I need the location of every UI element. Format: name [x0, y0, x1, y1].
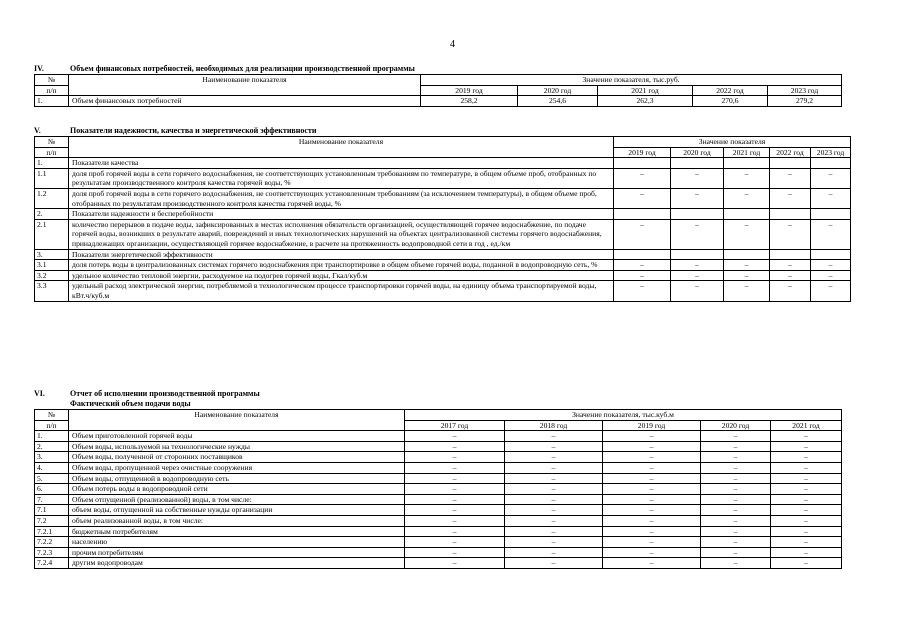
- table-row: [35, 168, 851, 188]
- row-value: –: [603, 526, 701, 537]
- row-value: –: [505, 515, 603, 526]
- row-value: –: [505, 537, 603, 548]
- row-value: –: [671, 188, 724, 208]
- row-value: –: [603, 547, 701, 558]
- row-value: –: [505, 558, 603, 569]
- row-value: –: [701, 494, 771, 505]
- row-value: –: [614, 168, 671, 188]
- row-value: –: [724, 281, 770, 301]
- row-value: –: [771, 452, 842, 463]
- row-name: Объем воды, отпущенной в водопроводную сеть: [69, 473, 405, 484]
- row-value: –: [603, 515, 701, 526]
- row-value: –: [701, 452, 771, 463]
- year-header: 2017 год: [405, 420, 505, 431]
- year-header: 2020 год: [671, 147, 724, 158]
- year-header: 2019 год: [603, 420, 701, 431]
- row-value: –: [505, 431, 603, 442]
- year-header: 2022 год: [693, 85, 768, 96]
- row-value: –: [505, 505, 603, 516]
- row-number: 5.: [35, 473, 69, 484]
- row-value: –: [770, 219, 811, 249]
- col-name-header: Наименование показателя: [69, 137, 614, 158]
- row-number: 1.: [35, 96, 69, 107]
- table-row: [35, 209, 851, 220]
- col-value-header: Значение показателя: [614, 137, 851, 148]
- row-value: –: [603, 494, 701, 505]
- table-row: [35, 462, 842, 473]
- row-value: –: [701, 526, 771, 537]
- row-value: –: [405, 537, 505, 548]
- section-6-heading: [34, 389, 260, 398]
- row-value: –: [671, 270, 724, 281]
- row-value: –: [603, 473, 701, 484]
- row-number: 3.3: [35, 281, 69, 301]
- row-value: –: [505, 526, 603, 537]
- row-value: –: [614, 281, 671, 301]
- row-value: –: [614, 219, 671, 249]
- row-value: –: [614, 260, 671, 271]
- row-value: –: [603, 462, 701, 473]
- row-number: 6.: [35, 484, 69, 495]
- row-name: удельное количество тепловой энергии, расходуемое на подогрев горячей воды, Гкал/куб.м: [69, 270, 614, 281]
- row-value: –: [405, 494, 505, 505]
- row-value: –: [701, 547, 771, 558]
- row-value: –: [603, 505, 701, 516]
- row-name: Показатели надежности и бесперебойности: [69, 209, 614, 220]
- row-value: –: [505, 494, 603, 505]
- row-name: бюджетным потребителям: [69, 526, 405, 537]
- row-number: 3.: [35, 249, 69, 260]
- year-header: 2021 год: [598, 85, 693, 96]
- row-number: 7.2: [35, 515, 69, 526]
- table-row: [35, 452, 842, 463]
- row-value: –: [770, 168, 811, 188]
- row-value: –: [671, 260, 724, 271]
- row-value: –: [771, 558, 842, 569]
- row-value: –: [405, 484, 505, 495]
- row-value: –: [505, 452, 603, 463]
- row-value: –: [603, 441, 701, 452]
- row-value: –: [771, 484, 842, 495]
- year-header: 2020 год: [518, 85, 598, 96]
- table-row: [35, 537, 842, 548]
- row-number: 2.: [35, 209, 69, 220]
- col-num-header: №: [35, 410, 69, 421]
- row-name: Объем приготовленной горячей воды: [69, 431, 405, 442]
- section-6-subtitle: Фактический объем подачи воды: [70, 399, 191, 408]
- row-name: объем воды, отпущенной на собственные нужды организации: [69, 505, 405, 516]
- section-6-roman: VI.: [34, 389, 45, 398]
- table-row: [35, 515, 842, 526]
- row-value: –: [614, 188, 671, 208]
- row-number: 7.2.3: [35, 547, 69, 558]
- row-number: 1.: [35, 158, 69, 169]
- row-number: 7.2.2: [35, 537, 69, 548]
- row-value: –: [405, 526, 505, 537]
- section-4-roman: IV.: [34, 64, 44, 73]
- table-row: [35, 158, 851, 169]
- row-value: –: [603, 537, 701, 548]
- section-4-title: Объем финансовых потребностей, необходимых для реализации производственной программы: [70, 64, 415, 73]
- row-value: –: [405, 505, 505, 516]
- year-header: 2022 год: [770, 147, 811, 158]
- year-header: 2021 год: [724, 147, 770, 158]
- row-value: –: [405, 558, 505, 569]
- table-row: [35, 260, 851, 271]
- reliability-table: [34, 136, 851, 302]
- row-name: Объем финансовых потребностей: [69, 96, 421, 107]
- row-value: –: [603, 431, 701, 442]
- row-number: 3.2: [35, 270, 69, 281]
- row-value: –: [771, 526, 842, 537]
- section-5-heading: [34, 126, 316, 135]
- row-value: –: [771, 505, 842, 516]
- row-value: –: [505, 484, 603, 495]
- section-6-subheading: [34, 399, 191, 408]
- row-value: –: [614, 270, 671, 281]
- year-header: 2023 год: [811, 147, 851, 158]
- row-value: –: [811, 281, 851, 301]
- row-value: –: [724, 168, 770, 188]
- year-header: 2021 год: [771, 420, 842, 431]
- row-value: –: [405, 431, 505, 442]
- row-value: –: [701, 505, 771, 516]
- row-name: доля проб горячей воды в сети горячего водоснабжения, не соответствующих установленным требованиям по температуре, в общем объеме проб, отобранных по результатам производственного контроля качества горячей воды, %: [69, 168, 614, 188]
- row-number: 3.: [35, 452, 69, 463]
- row-number: 7.1: [35, 505, 69, 516]
- financial-needs-table: [34, 74, 842, 107]
- row-value: –: [770, 188, 811, 208]
- row-name: Объем воды, полученной от сторонних поставщиков: [69, 452, 405, 463]
- row-number: 4.: [35, 462, 69, 473]
- row-number: 7.2.1: [35, 526, 69, 537]
- table-row: [35, 484, 842, 495]
- row-value: –: [701, 441, 771, 452]
- row-value: –: [701, 515, 771, 526]
- row-value: –: [771, 494, 842, 505]
- row-value: 262,3: [598, 96, 693, 107]
- row-value: –: [811, 260, 851, 271]
- table-row: [35, 219, 851, 249]
- row-value: –: [770, 281, 811, 301]
- row-value: –: [671, 281, 724, 301]
- page-number: 4: [450, 39, 455, 50]
- row-value: –: [405, 547, 505, 558]
- col-num-header: №: [35, 137, 69, 148]
- col-num-header-2: п/п: [35, 420, 69, 431]
- row-number: 7.2.4: [35, 558, 69, 569]
- row-number: 1.2: [35, 188, 69, 208]
- row-value: –: [811, 188, 851, 208]
- row-value: 258,2: [421, 96, 518, 107]
- table-row: [35, 494, 842, 505]
- table-row: [35, 96, 842, 107]
- section-5-roman: V.: [34, 126, 41, 135]
- row-name: доля проб горячей воды в сети горячего водоснабжения, не соответствующих установленным требованиям (за исключением температуры), в общем объеме проб, отобранных по результатам производственного контроля качества горячей воды, %: [69, 188, 614, 208]
- row-value: –: [405, 452, 505, 463]
- year-header: 2023 год: [768, 85, 842, 96]
- col-num-header-2: п/п: [35, 147, 69, 158]
- row-value: –: [701, 537, 771, 548]
- row-number: 3.1: [35, 260, 69, 271]
- row-name: доля потерь воды в централизованных системах горячего водоснабжения при транспортировке в общем объеме горячей воды, поданной в водопроводную сеть, %: [69, 260, 614, 271]
- row-value: –: [771, 431, 842, 442]
- year-header: 2020 год: [701, 420, 771, 431]
- col-name-header: Наименование показателя: [69, 75, 421, 96]
- section-6-title: Отчет об исполнении производственной программы: [70, 389, 260, 398]
- row-value: –: [771, 462, 842, 473]
- col-name-header: Наименование показателя: [69, 410, 405, 431]
- table-row: [35, 473, 842, 484]
- year-header: 2019 год: [421, 85, 518, 96]
- row-value: –: [603, 558, 701, 569]
- row-value: –: [671, 168, 724, 188]
- col-num-header-2: п/п: [35, 85, 69, 96]
- row-value: –: [724, 188, 770, 208]
- row-value: –: [603, 452, 701, 463]
- row-value: –: [770, 260, 811, 271]
- row-value: –: [701, 473, 771, 484]
- year-header: 2019 год: [614, 147, 671, 158]
- row-value: –: [505, 462, 603, 473]
- row-value: –: [671, 219, 724, 249]
- table-row: [35, 526, 842, 537]
- table-row: [35, 441, 842, 452]
- row-value: –: [701, 558, 771, 569]
- row-value: –: [771, 441, 842, 452]
- col-value-header: Значение показателя, тыс.руб.: [421, 75, 842, 86]
- table-row: [35, 270, 851, 281]
- row-name: прочим потребителям: [69, 547, 405, 558]
- row-name: Объем воды, используемой на технологические нужды: [69, 441, 405, 452]
- row-value: –: [603, 484, 701, 495]
- row-name: Объем отпущенной (реализованной) воды, в том числе:: [69, 494, 405, 505]
- row-value: –: [770, 270, 811, 281]
- row-name: Показатели энергетической эффективности: [69, 249, 614, 260]
- row-value: –: [701, 462, 771, 473]
- row-value: –: [505, 473, 603, 484]
- row-value: –: [771, 537, 842, 548]
- col-value-header: Значение показателя, тыс.куб.м: [405, 410, 842, 421]
- row-name: населению: [69, 537, 405, 548]
- table-row: [35, 188, 851, 208]
- row-value: –: [505, 441, 603, 452]
- row-value: 270,6: [693, 96, 768, 107]
- row-value: –: [405, 473, 505, 484]
- row-value: –: [724, 270, 770, 281]
- row-name: другим водопроводам: [69, 558, 405, 569]
- row-value: –: [505, 547, 603, 558]
- table-row: [35, 505, 842, 516]
- table-row: [35, 281, 851, 301]
- water-supply-table: [34, 409, 842, 569]
- row-value: –: [701, 484, 771, 495]
- row-value: –: [811, 219, 851, 249]
- row-name: удельный расход электрической энергии, потребляемой в технологическом процессе транспортировки горячей воды, на единицу объема транспортируемой воды, кВт.ч/куб.м: [69, 281, 614, 301]
- row-value: –: [724, 219, 770, 249]
- row-number: 7.: [35, 494, 69, 505]
- row-value: –: [771, 515, 842, 526]
- row-name: объем реализованной воды, в том числе:: [69, 515, 405, 526]
- row-number: 1.1: [35, 168, 69, 188]
- row-value: 254,6: [518, 96, 598, 107]
- table-row: [35, 249, 851, 260]
- row-number: 1.: [35, 431, 69, 442]
- row-name: Показатели качества: [69, 158, 614, 169]
- col-num-header: №: [35, 75, 69, 86]
- row-value: –: [811, 168, 851, 188]
- row-value: –: [405, 462, 505, 473]
- row-value: –: [405, 515, 505, 526]
- row-number: 2.: [35, 441, 69, 452]
- row-number: 2.1: [35, 219, 69, 249]
- table-row: [35, 547, 842, 558]
- table-row: [35, 558, 842, 569]
- row-value: –: [771, 547, 842, 558]
- row-name: Объем воды, пропущенной через очистные сооружения: [69, 462, 405, 473]
- section-4-heading: [34, 64, 415, 73]
- row-value: –: [771, 473, 842, 484]
- row-value: –: [405, 441, 505, 452]
- year-header: 2018 год: [505, 420, 603, 431]
- row-value: 279,2: [768, 96, 842, 107]
- section-5-title: Показатели надежности, качества и энергетической эффективности: [70, 126, 317, 135]
- row-name: количество перерывов в подаче воды, зафиксированных в местах исполнения обязательств организацией, осуществляющей горячее водоснабжение, по подаче горячей воды, возникших в результате аварий, повреждений и иных технологических нарушений на объектах централизованной системы горячего водоснабжения, принадлежащих организации, осуществляющей горячее водоснабжение, в расчете на протяженность водопроводной сети в год , ед./км: [69, 219, 614, 249]
- row-value: –: [701, 431, 771, 442]
- row-value: –: [811, 270, 851, 281]
- row-value: –: [724, 260, 770, 271]
- table-row: [35, 431, 842, 442]
- row-name: Объем потерь воды в водопроводной сети: [69, 484, 405, 495]
